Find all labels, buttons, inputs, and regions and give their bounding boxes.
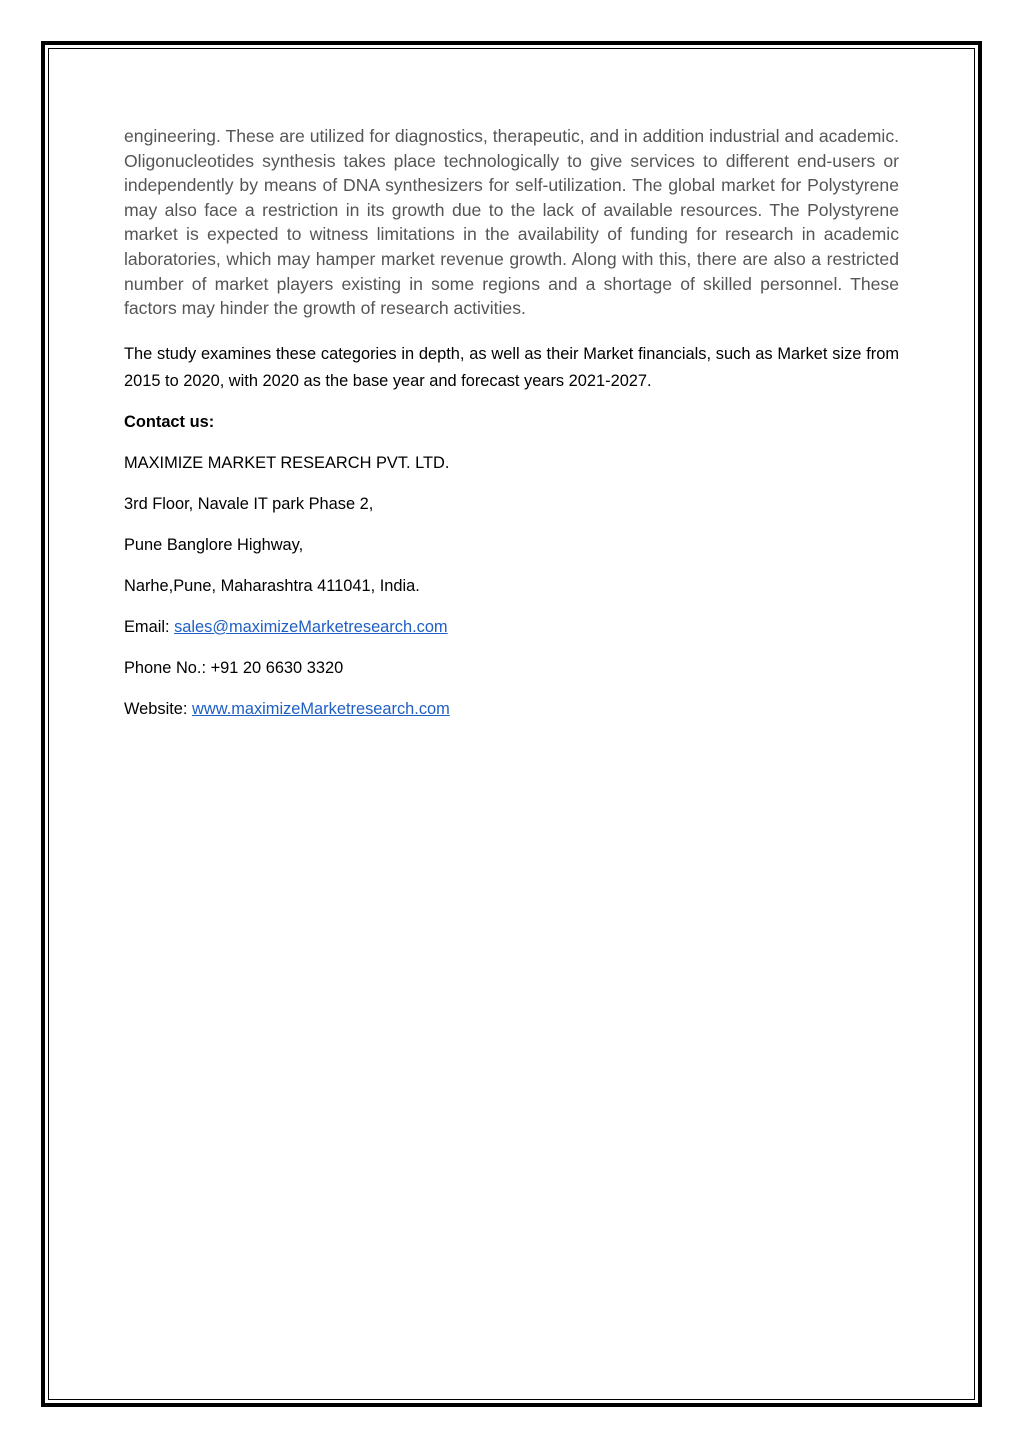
contact-address-line-3: Narhe,Pune, Maharashtra 411041, India.: [124, 576, 420, 595]
body-paragraph-1: engineering. These are utilized for diagnostics, therapeutic, and in addition industrial and academic. Oligonucleotides synthesis takes place technologically to give services to different end-users or independently by means of DNA synthesizers for self-utilization. The global market for Polystyrene may also face a restriction in its growth due to the lack of available resources. The Polystyrene market is expected to witness limitations in the availability of funding for research in academic laboratories, which may hamper market revenue growth. Along with this, there are also a restricted number of market players existing in some regions and a shortage of skilled personnel. These factors may hinder the growth of research activities.: [124, 126, 899, 319]
document-content: [124, 124, 899, 723]
contact-email-row: [124, 614, 899, 641]
contact-company: MAXIMIZE MARKET RESEARCH PVT. LTD.: [124, 453, 450, 472]
contact-website-link[interactable]: www.maximizeMarketresearch.com: [192, 699, 450, 718]
contact-email-link[interactable]: sales@maximizeMarketresearch.com: [174, 617, 448, 636]
contact-email-label: Email:: [124, 617, 175, 636]
body-paragraph-2: The study examines these categories in depth, as well as their Market financials, such as Market size from 2015 to 2020, with 2020 as the base year and forecast years 2021-2027.: [124, 344, 899, 390]
contact-phone: Phone No.: +91 20 6630 3320: [124, 658, 344, 677]
contact-website-row: [124, 696, 899, 723]
contact-heading: Contact us:: [124, 412, 215, 431]
contact-website-label: Website:: [124, 699, 193, 718]
contact-address-line-1: 3rd Floor, Navale IT park Phase 2,: [124, 494, 374, 513]
contact-address-line-2: Pune Banglore Highway,: [124, 535, 304, 554]
